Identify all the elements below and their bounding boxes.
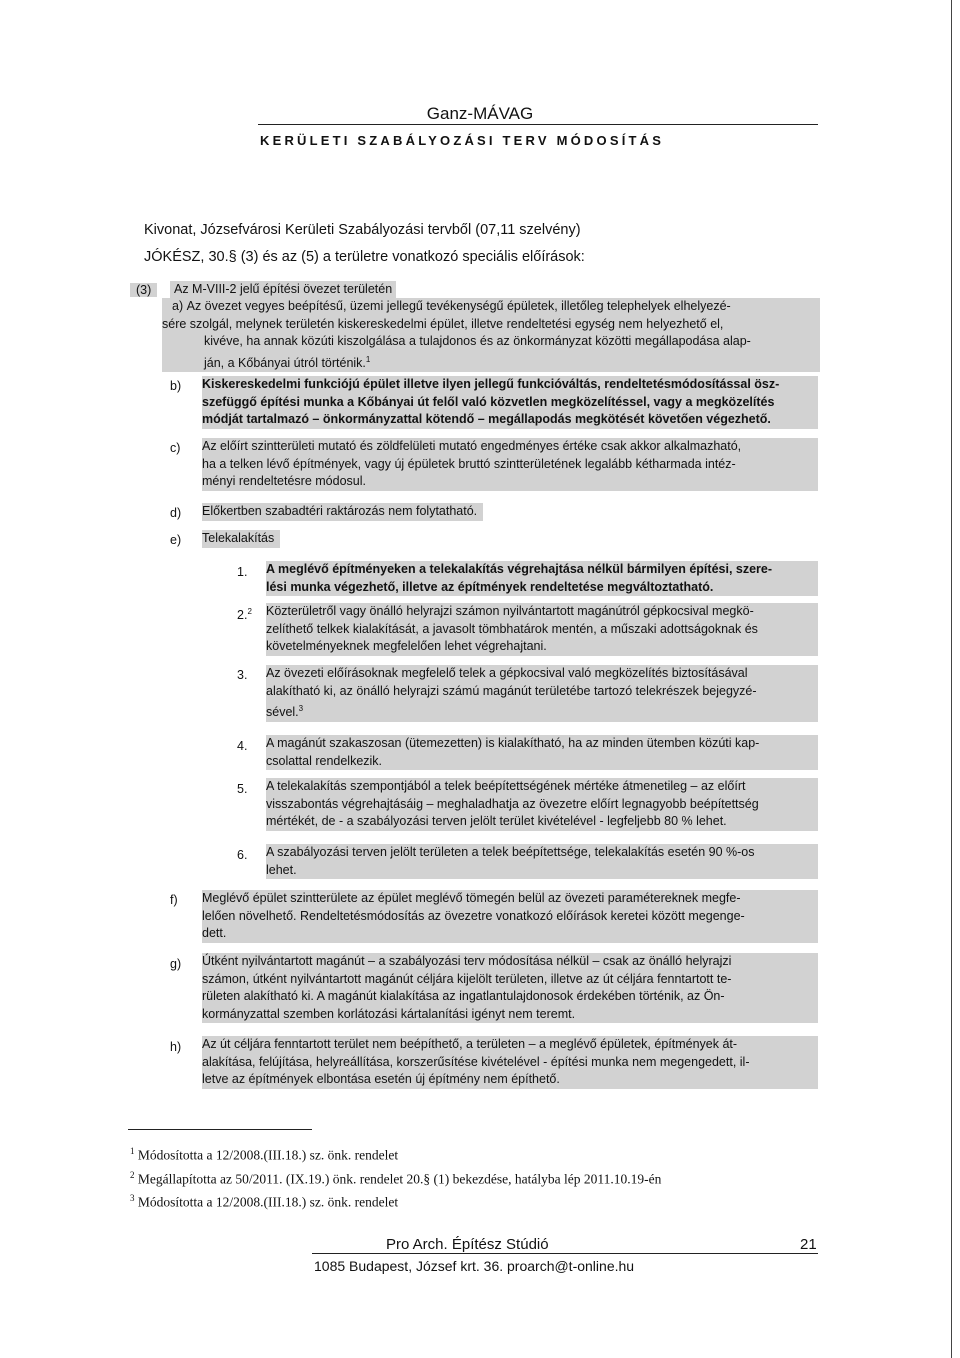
item-g-label: g) <box>170 957 182 971</box>
footnote-divider <box>128 1129 312 1130</box>
item-a <box>162 298 820 372</box>
page-number: 21 <box>800 1236 817 1253</box>
item-a-label: a) <box>172 299 184 313</box>
sub-item-5-line-1: A telekalakítás szempontjából a telek beépítettségének mértéke átmenetileg – az előírt <box>266 779 746 793</box>
sub-item-3-line-3: sével. <box>266 705 299 720</box>
footnote-ref-3[interactable]: 3 <box>298 704 304 713</box>
item-e-label: e) <box>170 533 182 547</box>
section-heading <box>170 281 396 299</box>
item-b-label: b) <box>170 379 182 393</box>
sub-item-2-label: 2.$^2$ <box>237 607 252 623</box>
item-h-line-3: letve az építmények elbontása esetén új építmény nem építhető. <box>202 1072 560 1086</box>
sub-item-4 <box>266 735 818 770</box>
item-h-line-2: alakítása, felújítása, helyreállítása, korszerűsítése kivételével - építési munka nem megengedett, il- <box>202 1054 750 1069</box>
sub-item-5-label: 5. <box>237 782 248 796</box>
item-a-line-1: Az övezet vegyes beépítésű, üzemi jellegű tevékenységű épületek, illetőleg telephelyek elhelyezé- <box>186 299 731 313</box>
item-c-line-1: Az előírt szintterületi mutató és zöldfelületi mutató engedményes értéke csak akkor alkalmazható, <box>202 439 742 453</box>
item-e <box>202 530 280 548</box>
sub-item-3-line-2: alakítható ki, az önálló helyrajzi számú magánút területébe tartozó telekrészek bejegyzé- <box>266 683 757 698</box>
intro-line-1: Kivonat, Józsefvárosi Kerületi Szabályozási tervből (07,11 szelvény) <box>144 222 581 238</box>
item-e-line-1: Telekalakítás <box>202 531 275 545</box>
sub-item-1 <box>266 561 818 596</box>
section-number: (3) <box>130 283 157 297</box>
item-h <box>202 1036 818 1089</box>
item-b <box>202 376 818 429</box>
item-f-label: f) <box>170 893 178 907</box>
studio-address: 1085 Budapest, József krt. 36. proarch@t-online.hu <box>314 1258 635 1274</box>
header-divider <box>258 124 818 125</box>
intro-line-2: JÓKÉSZ, 30.§ (3) és az (5) a területre vonatkozó speciális előírások: <box>144 249 585 265</box>
sub-item-3 <box>266 665 818 722</box>
sub-item-1-line-1: A meglévő építményeken a telekalakítás végrehajtása nélkül bármilyen építési, szere- <box>266 562 773 576</box>
footer-divider <box>312 1253 818 1254</box>
sub-item-4-label: 4. <box>237 739 248 753</box>
item-a-line-2: sére szolgál, melynek területén kiskereskedelmi épület, illetve rendeltetési egység nem helyezhető el, <box>162 316 724 331</box>
sub-item-5-line-3: mértékét, de - a szabályozási terven jelölt terület kivételével - legfeljebb 80 % lehet. <box>266 814 727 828</box>
footnote-ref-2[interactable]: 2 <box>247 607 252 616</box>
item-c-line-3: ményi rendeltetésre módosul. <box>202 474 366 488</box>
item-c-line-2: ha a telken lévő építmények, vagy új épületek bruttó szintterületének legalább kétharmada intéz- <box>202 456 736 471</box>
sub-item-6 <box>266 844 818 879</box>
item-b-line-2: szefüggő építési munka a Kőbányai út felől való közvetlen megközelítéssel, vagy a megközelítés <box>202 394 775 409</box>
document-subtitle: KERÜLETI SZABÁLYOZÁSI TERV MÓDOSÍTÁS <box>260 133 665 148</box>
footnote-3: $^3$ Módosította a 12/2008.(III.18.) sz. önk. rendelet <box>130 1193 399 1210</box>
item-h-line-1: Az út céljára fenntartott terület nem beépíthető, a területen – a meglévő épületek, építmények át- <box>202 1037 738 1051</box>
sub-item-5 <box>266 778 818 831</box>
item-g-line-3: rületen alakítható ki. A magánút kialakítása az ingatlantulajdonosok érdekében történik, az Ön- <box>202 989 725 1003</box>
sub-item-3-label: 3. <box>237 668 248 682</box>
item-c <box>202 438 818 491</box>
sub-item-5-line-2: visszabontás végrehajtásáig – meghaladhatja az övezetre előírt legnagyobb beépítettség <box>266 796 759 811</box>
item-b-line-3: módját tartalmazó – önkormányzattal kötendő – megállapodás megkötését követően végezhető. <box>202 412 771 426</box>
item-g-line-4: kormányzattal szemben korlátozási kártalanítási igényt nem teremt. <box>202 1006 576 1021</box>
footnote-ref-1[interactable]: 1 <box>365 354 371 364</box>
item-h-label: h) <box>170 1040 182 1054</box>
scan-line <box>951 0 952 1358</box>
document-title: Ganz-MÁVAG <box>426 104 534 123</box>
item-d-line-1: Előkertben szabadtéri raktározás nem folytatható. <box>202 504 478 518</box>
item-d-label: d) <box>170 506 182 520</box>
footnote-1: $^1$ Módosította a 12/2008.(III.18.) sz. önk. rendelet <box>130 1146 399 1163</box>
item-f-line-2: lelően növelhető. Rendeltetésmódosítás az övezetre vonatkozó előírások keretei között megenge- <box>202 908 745 923</box>
sub-item-6-line-1: A szabályozási terven jelölt területen a telek beépítettsége, telekalakítás esetén 90 %-os <box>266 845 755 859</box>
item-g <box>202 953 818 1023</box>
item-c-label: c) <box>170 441 181 455</box>
sub-item-6-line-2: lehet. <box>266 862 297 877</box>
item-a-line-4: ján, a Kőbányai útról történik. <box>204 355 366 370</box>
sub-item-4-line-1: A magánút szakaszosan (ütemezetten) is kialakítható, ha az minden ütemben közúti kap- <box>266 736 760 750</box>
item-d <box>202 503 483 521</box>
sub-item-2-line-3: követelményeknek megfelelően lehet végrehajtani. <box>266 639 547 653</box>
footnote-2: $^2$ Megállapította az 50/2011. (IX.19.) önk. rendelet 20.§ (1) bekezdése, hatályba lép 2011.10.19-én <box>130 1170 662 1187</box>
sub-item-3-line-1: Az övezeti előírásoknak megfelelő telek a gépkocsival való megközelítés biztosításával <box>266 666 748 680</box>
item-b-line-1: Kiskereskedelmi funkciójú épület illetve ilyen jellegű funkcióváltás, rendeltetésmódosítással ösz- <box>202 377 780 391</box>
item-g-line-2: számon, útként nyilvántartott magánút céljára kijelölt területen, illetve az út céljára fenntartott te- <box>202 971 732 986</box>
sub-item-1-label: 1. <box>237 565 248 579</box>
item-f-line-3: dett. <box>202 926 227 940</box>
studio-name: Pro Arch. Építész Stúdió <box>386 1236 549 1253</box>
sub-item-1-line-2: lési munka végezhető, illetve az építmények rendeltetése megváltoztatható. <box>266 579 714 594</box>
item-f <box>202 890 818 943</box>
sub-item-2-line-2: zelíthető telkek kialakítását, a javasolt tömbhatárok mentén, a műszaki adottságoknak és <box>266 621 758 636</box>
sub-item-2-line-1: Közterületről vagy önálló helyrajzi számon nyilvántartott magánútról gépkocsival megkö- <box>266 604 754 618</box>
sub-item-6-label: 6. <box>237 848 248 862</box>
item-g-line-1: Útként nyilvántartott magánút – a szabályozási terv módosítása nélkül – csak az önálló helyrajzi <box>202 954 732 968</box>
item-f-line-1: Meglévő épület szintterülete az épület meglévő tömegén belül az övezeti paramétereknek megfe- <box>202 891 741 905</box>
item-a-line-3: kivéve, ha annak közúti kiszolgálása a tulajdonos és az önkormányzat közötti megállapodása alap- <box>204 334 751 348</box>
section-heading-text: Az M-VIII-2 jelű építési övezet területén <box>174 282 393 296</box>
sub-item-4-line-2: csolattal rendelkezik. <box>266 753 383 768</box>
scan-edge <box>944 0 960 1358</box>
sub-item-2 <box>266 603 818 656</box>
